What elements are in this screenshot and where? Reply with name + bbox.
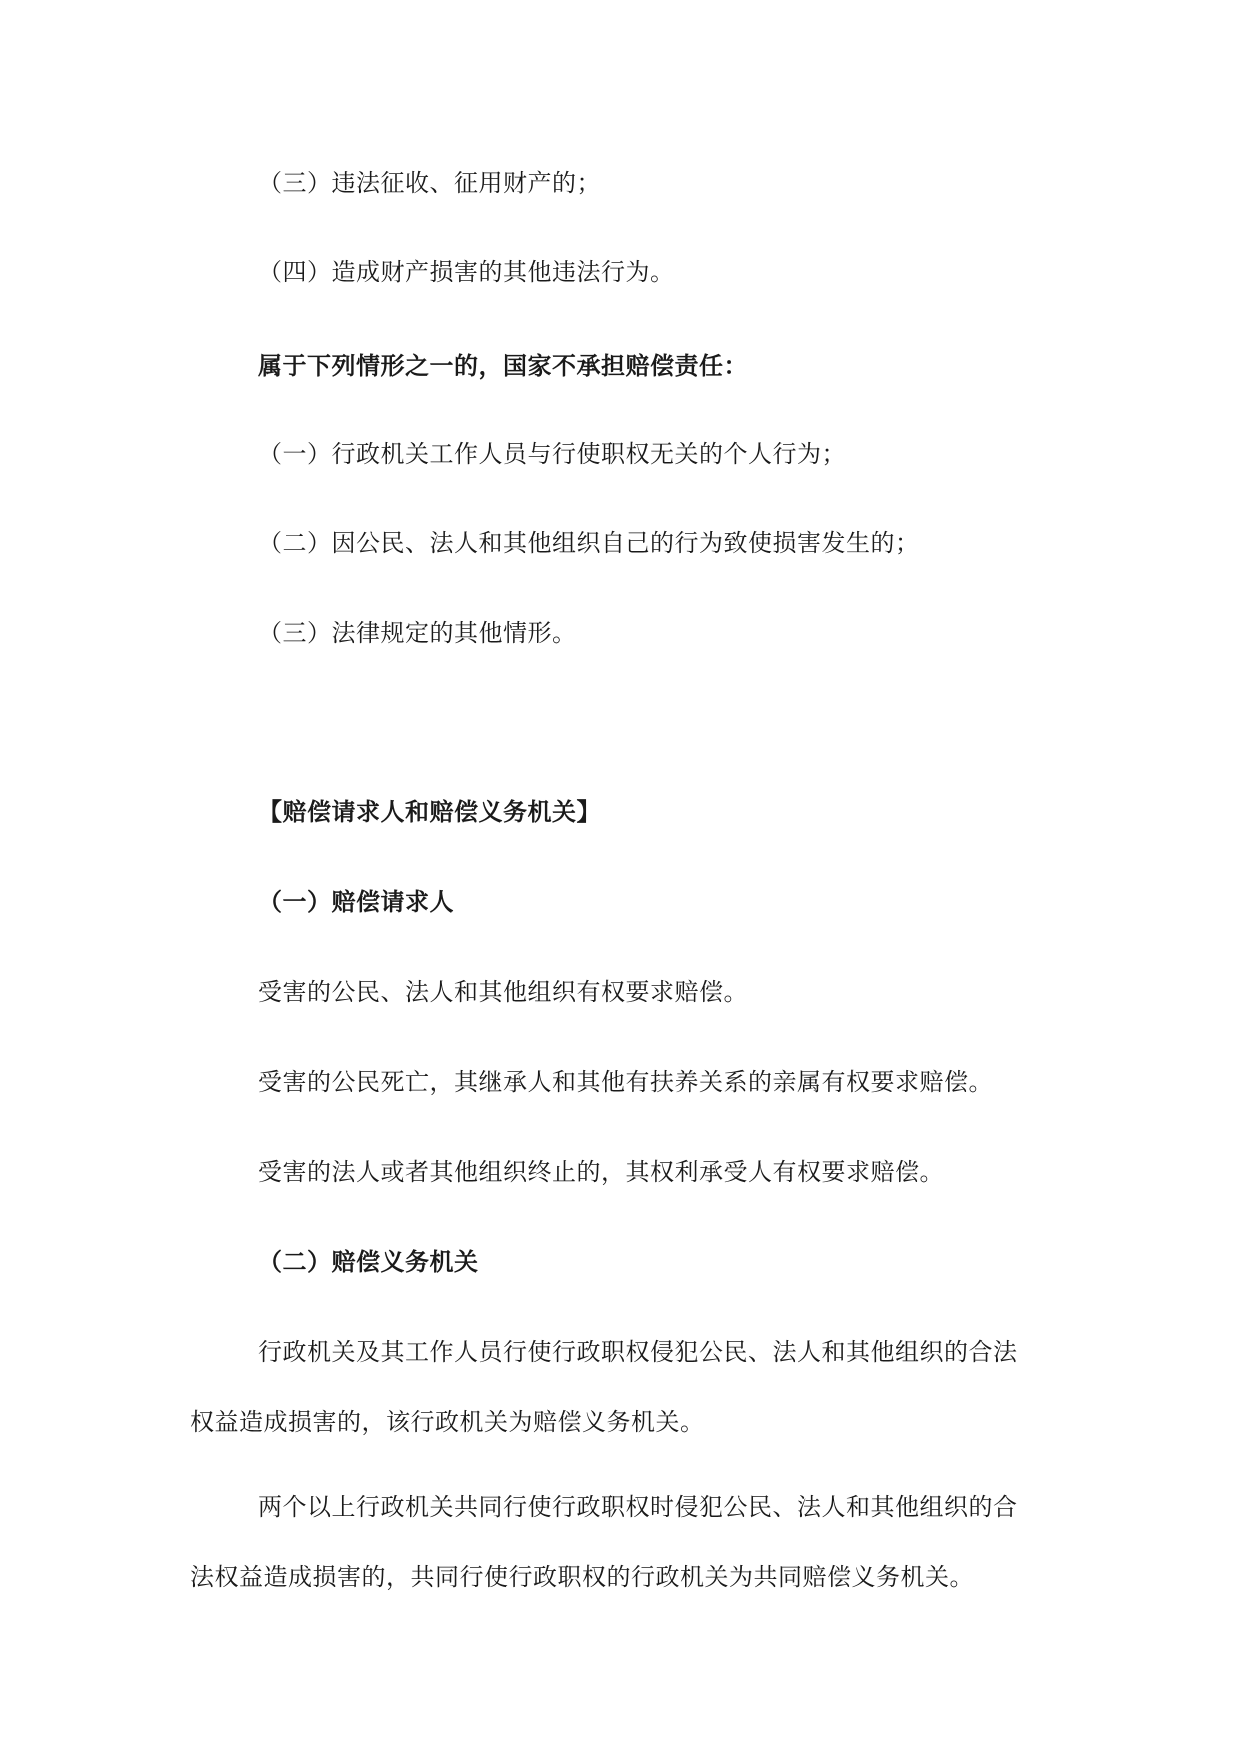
exemption-item-2: （二）因公民、法人和其他组织自己的行为致使损害发生的； [258,529,920,557]
claimant-paragraph-3: 受害的法人或者其他组织终止的，其权利承受人有权要求赔偿。 [258,1158,944,1186]
exemption-item-3: （三）法律规定的其他情形。 [258,619,577,647]
subsection-title-claimant: （一）赔偿请求人 [258,888,454,916]
obligor-paragraph-1-line-1: 行政机关及其工作人员行使行政职权侵犯公民、法人和其他组织的合法 [258,1338,1018,1366]
section-title: 【赔偿请求人和赔偿义务机关】 [258,798,601,826]
obligor-paragraph-2-line-2: 法权益造成损害的，共同行使行政职权的行政机关为共同赔偿义务机关。 [190,1563,974,1591]
subsection-title-obligor: （二）赔偿义务机关 [258,1248,479,1276]
list-item-3: （三）违法征收、征用财产的； [258,169,601,197]
list-item-4: （四）造成财产损害的其他违法行为。 [258,258,675,286]
claimant-paragraph-2: 受害的公民死亡，其继承人和其他有扶养关系的亲属有权要求赔偿。 [258,1068,993,1096]
obligor-paragraph-1-line-2: 权益造成损害的，该行政机关为赔偿义务机关。 [190,1408,705,1436]
obligor-paragraph-2-line-1: 两个以上行政机关共同行使行政职权时侵犯公民、法人和其他组织的合 [258,1493,1018,1521]
exemption-heading: 属于下列情形之一的，国家不承担赔偿责任： [258,352,748,380]
exemption-item-1: （一）行政机关工作人员与行使职权无关的个人行为； [258,440,846,468]
claimant-paragraph-1: 受害的公民、法人和其他组织有权要求赔偿。 [258,978,748,1006]
